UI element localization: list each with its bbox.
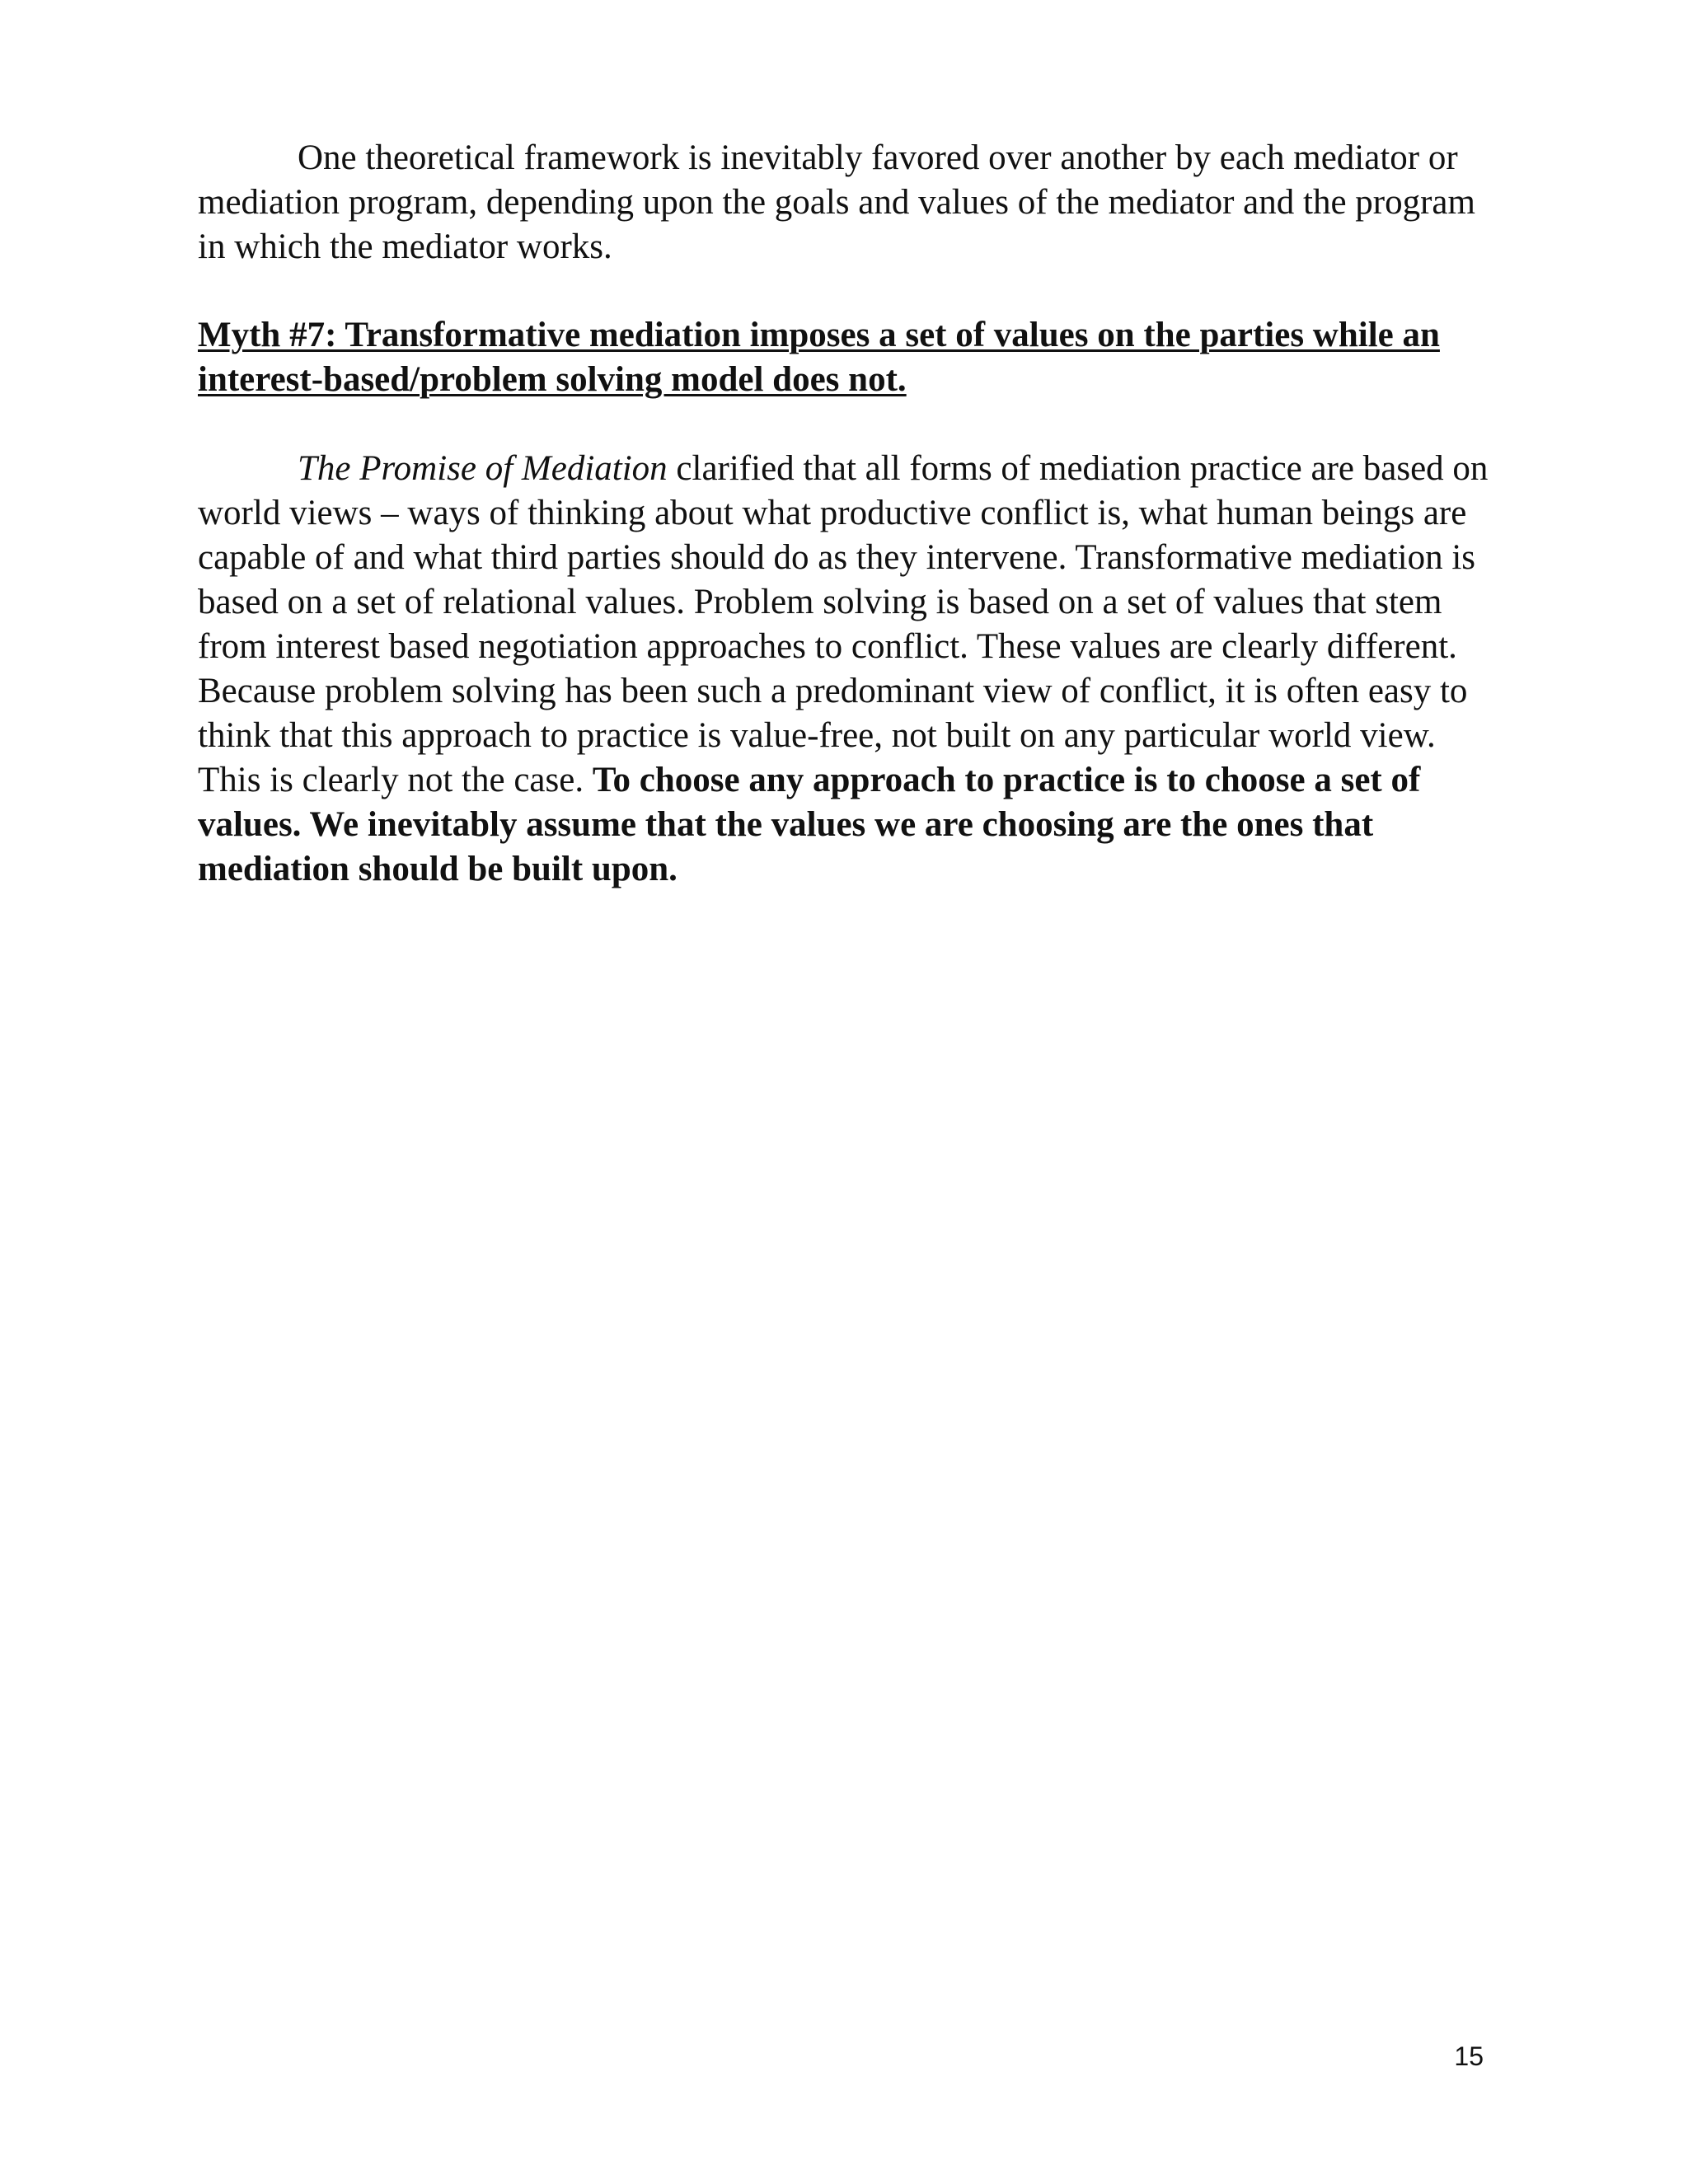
body-paragraph-framework: One theoretical framework is inevitably favored over another by each mediator or mediation program, depending upon the goals and values of the mediator and the program in which the mediator works. xyxy=(198,138,1475,266)
body-paragraph-values xyxy=(198,447,1496,892)
page-number: 15 xyxy=(1454,2041,1484,2071)
paragraph-bold-conclusion: To choose any approach to practice is to choose a set of values. We inevitably assume that the values we are choosing are the ones that mediation should be built upon. xyxy=(198,761,1421,888)
section-heading-myth-7: Myth #7: Transformative mediation imposes a set of values on the parties while an interest-based/problem solving model does not. xyxy=(198,316,1440,399)
paragraph-regular-text: clarified that all forms of mediation practice are based on world views – ways of thinking about what productive conflict is, what human beings are capable of and what third parties should do as they intervene. Transformative mediation is based on a set of relational values. Problem solving is based on a set of values that stem from interest based negotiation approaches to conflict. These values are clearly different. Because problem solving has been such a predominant view of conflict, it is often easy to think that this approach to practice is value-free, not built on any particular world view. This is clearly not the case. xyxy=(198,449,1489,799)
book-title: The Promise of Mediation xyxy=(298,449,668,488)
